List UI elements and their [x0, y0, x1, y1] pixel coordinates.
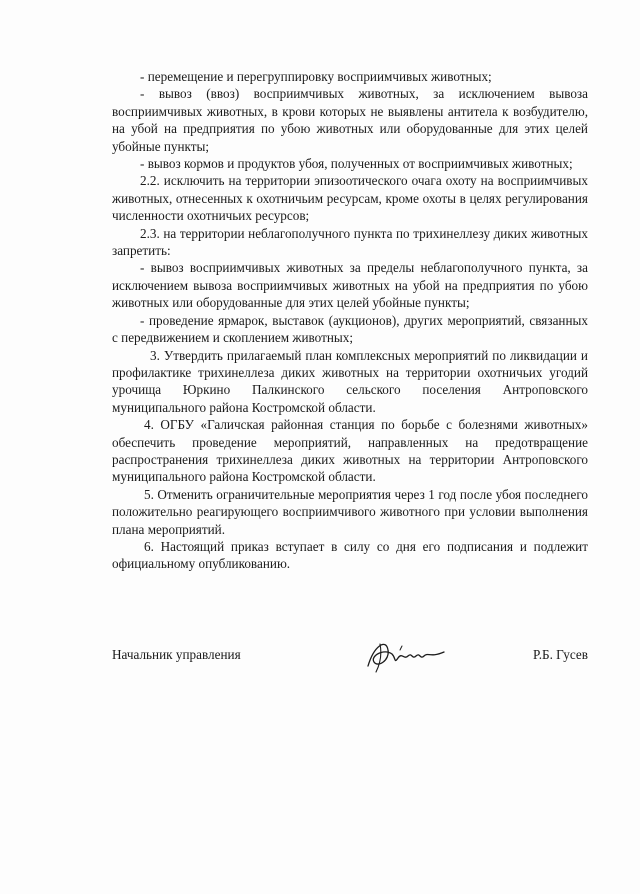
paragraph-fairs-ban: - проведение ярмарок, выставок (аукционов), других мероприятий, связанных с передвижением и скоплением животных; — [112, 312, 588, 346]
paragraph-2-2-hunting: 2.2. исключить на территории эпизоотического очага охоту на восприимчивых животных, отнесенных к охотничьим ресурсам, кроме охоты в целях регулирования численности охотничьих ресурсов; — [112, 173, 588, 224]
paragraph-relocation-ban: - перемещение и перегруппировку восприимчивых животных; — [140, 69, 492, 84]
paragraph-4-station-duties: 4. ОГБУ «Галичская районная станция по борьбе с болезнями животных» обеспечить проведение мероприятий, направленных на предотвращение распространения трихинеллеза диких животных на территории Антроповского муниципального района Костромской области. — [112, 417, 588, 485]
paragraph-export-outside-ban: - вывоз восприимчивых животных за пределы неблагополучного пункта, за исключением вывоза восприимчивых животных на убой на предприятия по убою животных или оборудованные для этих целей убойные пункты; — [112, 260, 588, 311]
paragraph-animal-export-ban: - вывоз (ввоз) восприимчивых животных, за исключением вывоза восприимчивых животных, в крови которых не выявлены антитела к возбудителю, на убой на предприятия по убою животных или оборудованные для этих целей убойные пункты; — [112, 86, 588, 154]
paragraph-2-3-restrictions: 2.3. на территории неблагополучного пункта по трихинеллезу диких животных запретить: — [112, 225, 588, 259]
paragraph-6-effective-date: 6. Настоящий приказ вступает в силу со дня его подписания и подлежит официальному опубликованию. — [112, 538, 588, 572]
handwritten-signature — [360, 632, 450, 676]
paragraph-3-approve-plan: 3. Утвердить прилагаемый план комплексных мероприятий по ликвидации и профилактике трихинеллеза диких животных на территории охотничьих угодий урочища Юркино Палкинского сельского поселения Антроповского муниципального района Костромской области. — [112, 347, 588, 415]
document-body — [112, 68, 588, 573]
paragraph-5-cancel-restrictions: 5. Отменить ограничительные мероприятия через 1 год после убоя последнего положительно реагирующего восприимчивого животного при условии выполнения плана мероприятий. — [112, 486, 588, 537]
signatory-name: Р.Б. Гусев — [533, 647, 588, 662]
signatory-position: Начальник управления — [112, 647, 241, 662]
paragraph-feed-export-ban: - вывоз кормов и продуктов убоя, полученных от восприимчивых животных; — [140, 156, 573, 172]
signature-block — [112, 646, 588, 670]
